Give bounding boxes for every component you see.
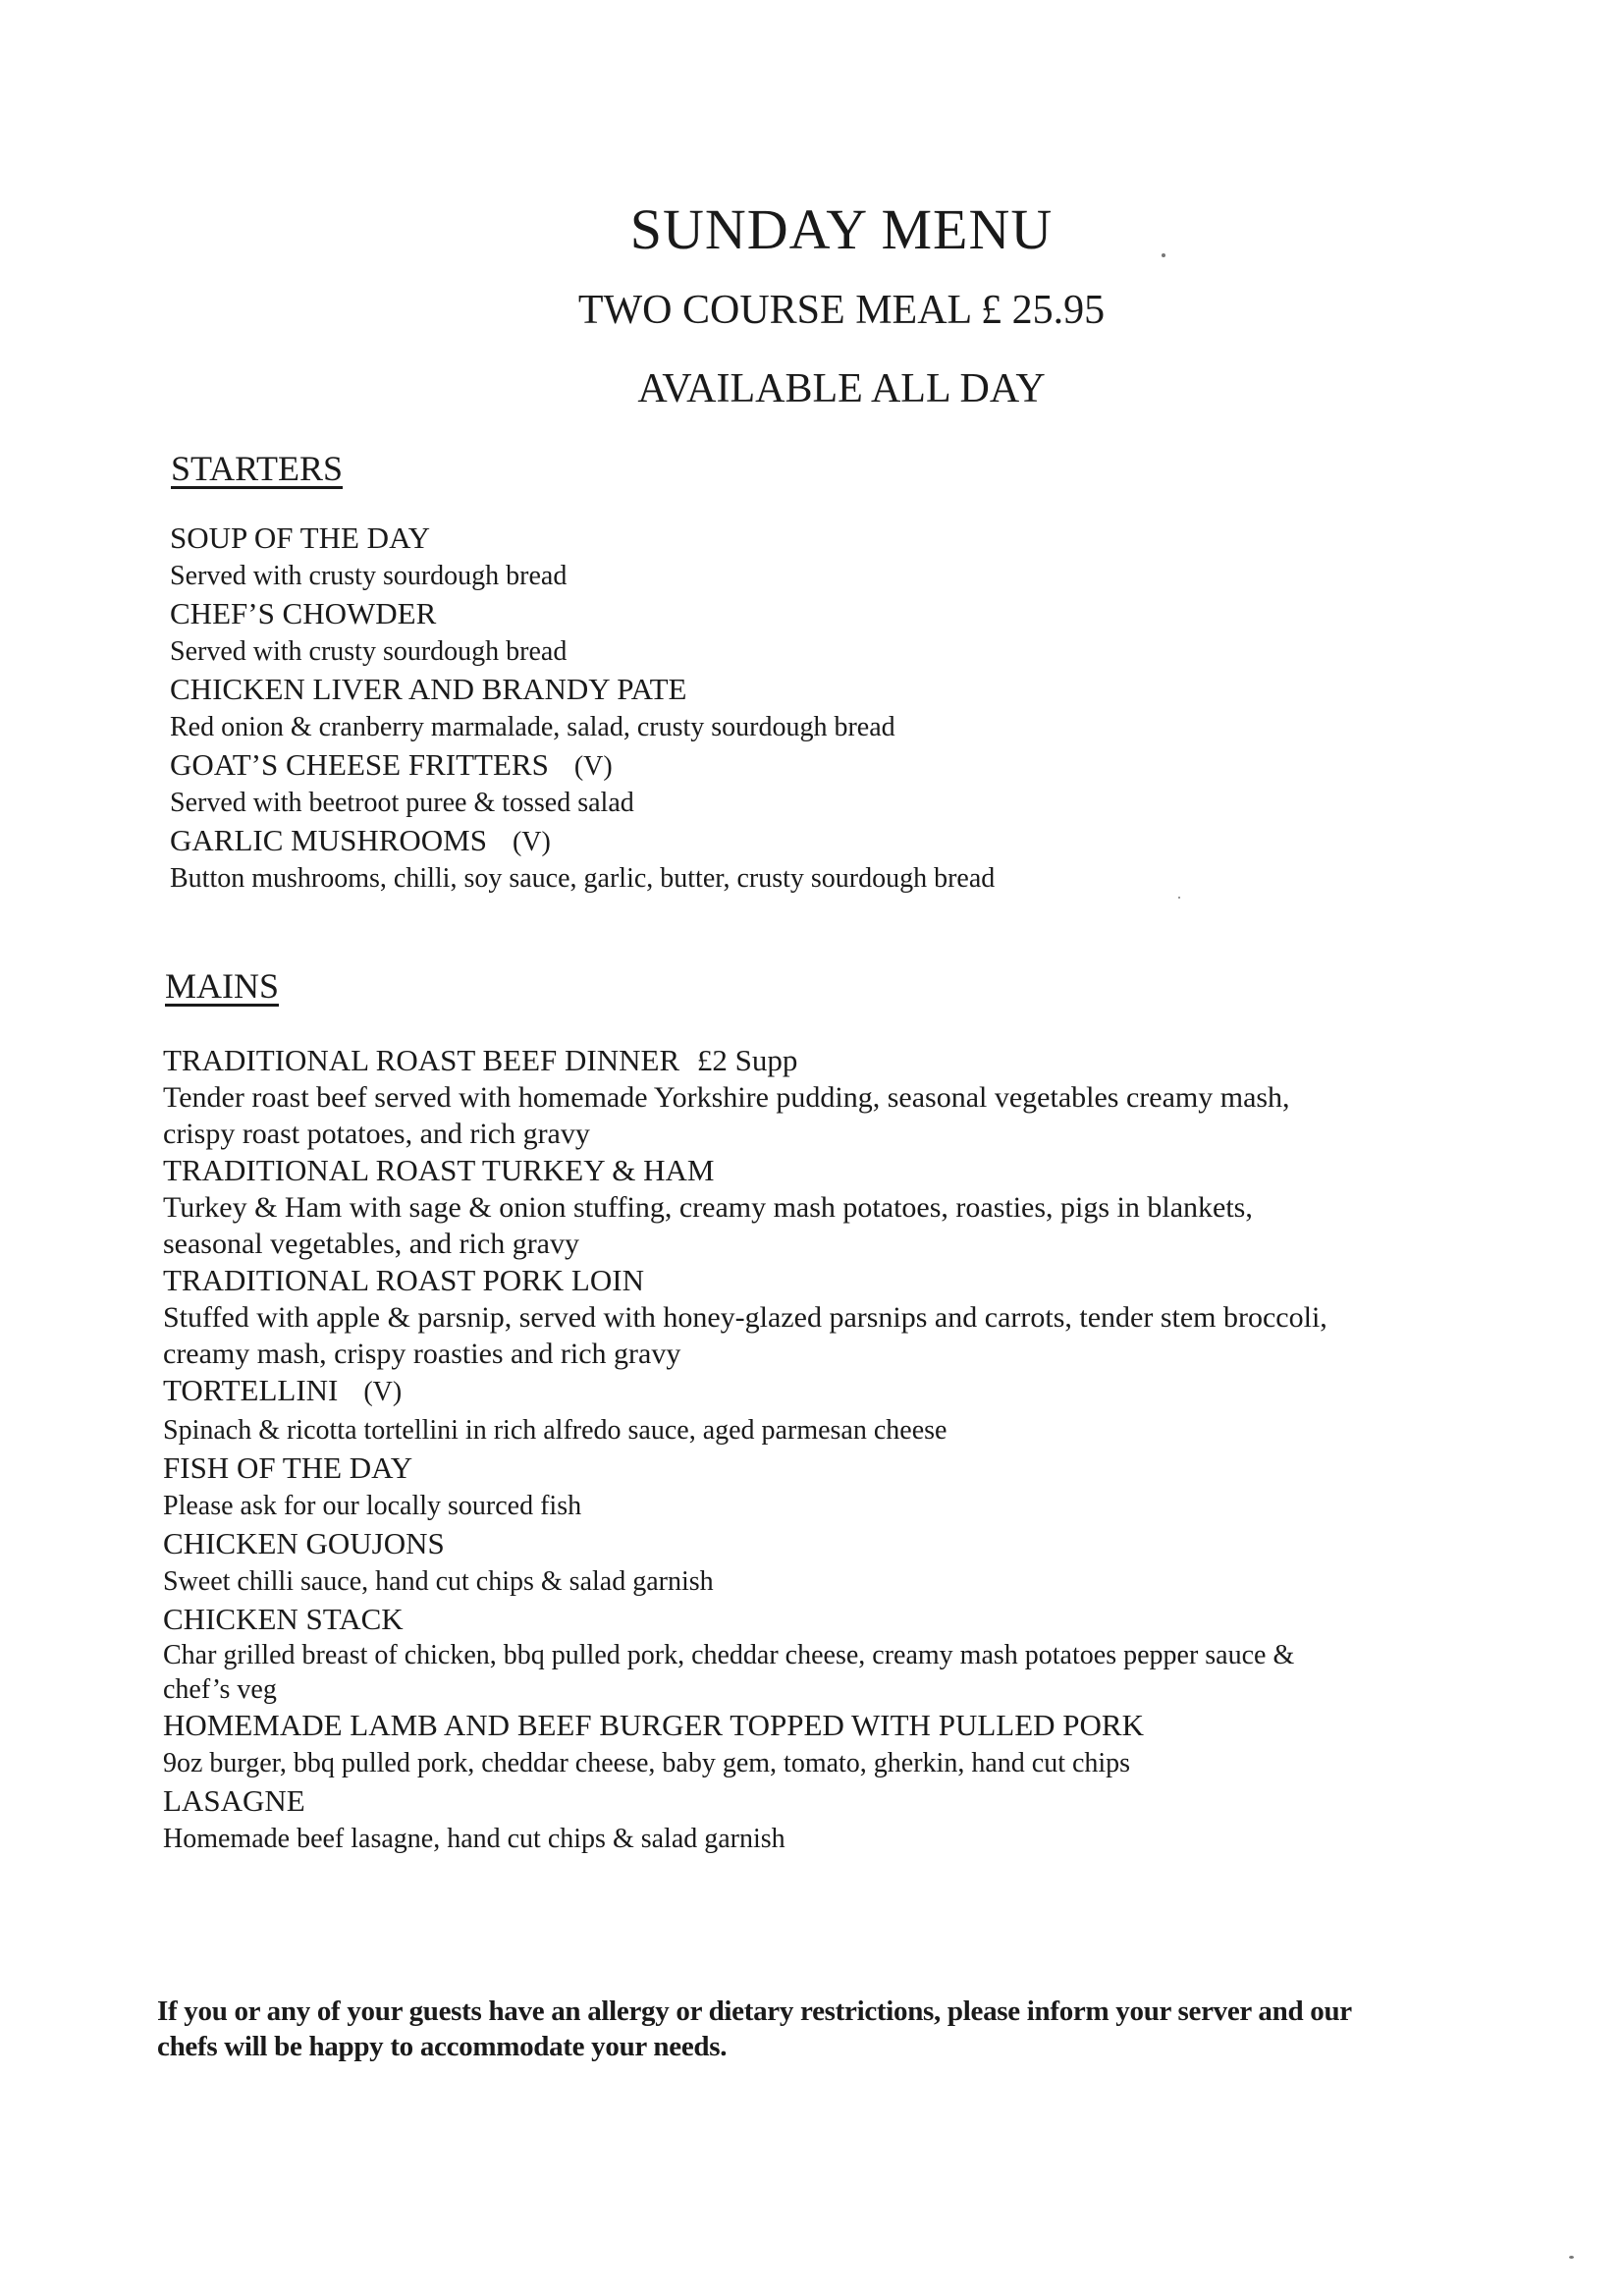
starter-name: CHEF’S CHOWDER: [170, 596, 437, 630]
main-name: TRADITIONAL ROAST TURKEY & HAM: [163, 1153, 715, 1187]
main-name-row: [163, 1372, 1439, 1411]
main-name: CHICKEN GOUJONS: [163, 1526, 445, 1560]
main-description: Sweet chilli sauce, hand cut chips & salad garnish: [163, 1566, 714, 1597]
main-name: TORTELLINI: [163, 1373, 339, 1407]
starter-name-row: [170, 746, 1446, 784]
main-item: [163, 1449, 1439, 1525]
scan-speck: [1569, 2256, 1574, 2259]
starter-description: Served with crusty sourdough bread: [170, 561, 568, 591]
main-description: Turkey & Ham with sage & onion stuffing, creamy mash potatoes, roasties, pigs in blankets, seasonal vegetables, and rich gravy: [163, 1191, 1253, 1260]
menu-price-subtitle: TWO COURSE MEAL £ 25.95: [577, 288, 1106, 333]
starter-item: [170, 671, 1446, 746]
main-item: [163, 1262, 1439, 1372]
starter-name: SOUP OF THE DAY: [170, 520, 430, 555]
main-description: Tender roast beef served with homemade Yorkshire pudding, seasonal vegetables creamy mash, crispy roast potatoes, and rich gravy: [163, 1081, 1290, 1150]
main-name: CHICKEN STACK: [163, 1602, 404, 1636]
starter-description: Served with crusty sourdough bread: [170, 636, 568, 667]
main-item: [163, 1042, 1439, 1152]
main-description: 9oz burger, bbq pulled pork, cheddar cheese, baby gem, tomato, gherkin, hand cut chips: [163, 1748, 1131, 1778]
main-name-row: [163, 1042, 1439, 1079]
starter-name: GOAT’S CHEESE FRITTERS: [170, 747, 549, 782]
vegetarian-tag: (V): [573, 751, 613, 782]
vegetarian-tag: (V): [363, 1377, 403, 1407]
main-description: Please ask for our locally sourced fish: [163, 1491, 582, 1521]
starter-item: [170, 746, 1446, 822]
starter-description: Button mushrooms, chilli, soy sauce, garlic, butter, crusty sourdough bread: [170, 863, 996, 894]
starter-name: GARLIC MUSHROOMS: [170, 823, 487, 857]
mains-list: [163, 1042, 1439, 1858]
starter-description: Served with beetroot puree & tossed salad: [170, 788, 634, 818]
starter-item: [170, 822, 1446, 898]
starter-description: Red onion & cranberry marmalade, salad, crusty sourdough bread: [170, 712, 895, 742]
starter-item: [170, 595, 1446, 671]
main-item: [163, 1601, 1439, 1707]
main-item: [163, 1782, 1439, 1858]
main-description: Stuffed with apple & parsnip, served with honey-glazed parsnips and carrots, tender stem broccoli, creamy mash, crispy roasties and rich gravy: [163, 1301, 1327, 1370]
supplement-price: £2 Supp: [696, 1043, 798, 1077]
vegetarian-tag: (V): [512, 827, 551, 857]
main-name: TRADITIONAL ROAST BEEF DINNER: [163, 1043, 680, 1077]
starters-heading: STARTERS: [171, 449, 343, 488]
allergy-notice: If you or any of your guests have an allergy or dietary restrictions, please inform your server and our chefs will be happy to accommodate your needs.: [157, 1995, 1352, 2062]
scan-speck: [1162, 253, 1165, 257]
main-description: Char grilled breast of chicken, bbq pulled pork, cheddar cheese, creamy mash potatoes pepper sauce & chef’s veg: [163, 1640, 1295, 1705]
main-name: TRADITIONAL ROAST PORK LOIN: [163, 1263, 644, 1297]
starters-list: [170, 519, 1446, 898]
main-item: [163, 1372, 1439, 1449]
scan-speck: [1178, 897, 1180, 899]
main-name: LASAGNE: [163, 1783, 305, 1818]
starter-name: CHICKEN LIVER AND BRANDY PATE: [170, 672, 687, 706]
menu-availability: AVAILABLE ALL DAY: [637, 366, 1046, 411]
starter-item: [170, 519, 1446, 595]
main-name: HOMEMADE LAMB AND BEEF BURGER TOPPED WITH PULLED PORK: [163, 1708, 1144, 1742]
menu-title: SUNDAY MENU: [629, 197, 1054, 261]
mains-heading: MAINS: [165, 966, 280, 1006]
starter-name-row: [170, 822, 1446, 859]
main-item: [163, 1707, 1439, 1782]
main-item: [163, 1152, 1439, 1262]
main-item: [163, 1525, 1439, 1601]
main-description: Homemade beef lasagne, hand cut chips & salad garnish: [163, 1824, 785, 1854]
main-description: Spinach & ricotta tortellini in rich alfredo sauce, aged parmesan cheese: [163, 1415, 947, 1446]
main-name: FISH OF THE DAY: [163, 1450, 413, 1485]
